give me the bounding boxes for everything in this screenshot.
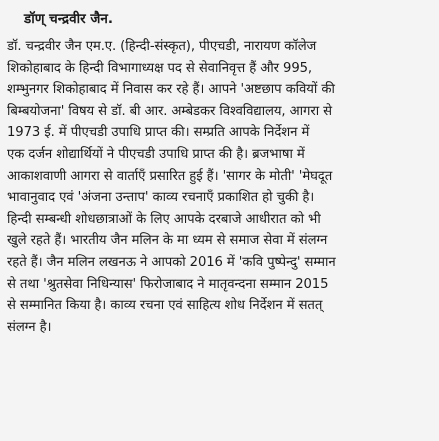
author-name-heading: डॉण् चन्द्रवीर जैन. xyxy=(24,11,113,27)
bio-line: भावानुवाद एवं 'अंजना उन्ताप' काव्य रचनाएँ प्रकाशित हो चुकी है। xyxy=(7,190,315,206)
bio-line: शम्भुनगर शिकोहाबाद में निवास कर रहे हैं। आपने 'अष्टछाप कवियों की xyxy=(7,82,335,98)
bio-line: से तथा 'श्रुतसेवा निधिन्यास' फिरोजाबाद ने मातृवन्दना सम्मान 2015 xyxy=(7,276,329,292)
author-bio-paragraph xyxy=(7,36,435,338)
bio-line: खुले रहते हैं। भारतीय जैन मलिन के मा ध्यम से समाज सेवा में संलग्न xyxy=(7,233,328,249)
bio-line: हिन्दी सम्बन्धी शोधछात्राओं के लिए आपके दरबाजे आधीरात को भी xyxy=(7,211,321,227)
bio-line: आकाशवाणी आगरा से वार्ताएँ प्रसारित हुई हैं। 'सागर के मोती' 'मेघदूत xyxy=(7,168,333,184)
bio-line: शिकोहाबाद के हिन्दी विभागाध्यक्ष पद से सेवानिवृत्त हैं और 995, xyxy=(7,60,312,76)
bio-line: बिम्बयोजना' विषय से डॉ. बी आर. अम्बेडकर विश्वविद्यालय, आगरा से xyxy=(7,103,332,119)
bio-line: संलग्न है। xyxy=(7,319,52,335)
bio-line: डॉ. चन्द्रवीर जैन एम.ए. (हिन्दी-संस्कृत), पीएचडी, नारायण कॉलेज xyxy=(7,39,317,54)
bio-line: रहते हैं। जैन मलिन लखनऊ ने आपको 2016 में 'कवि पुष्पेन्दु' सम्मान xyxy=(7,254,336,270)
bio-line: एक दर्जन शोद्यार्थियों ने पीएचडी उपाधि प्राप्त की है। ब्रजभाषा में xyxy=(7,146,305,162)
bio-line: से सम्मानित किया है। काव्य रचना एवं साहित्य शोध निर्देशन में सतत् xyxy=(7,298,323,314)
bio-line: 1973 ई. में पीएचडी उपाधि प्राप्त की। सम्प्रति आपके निर्देशन में xyxy=(7,125,310,141)
